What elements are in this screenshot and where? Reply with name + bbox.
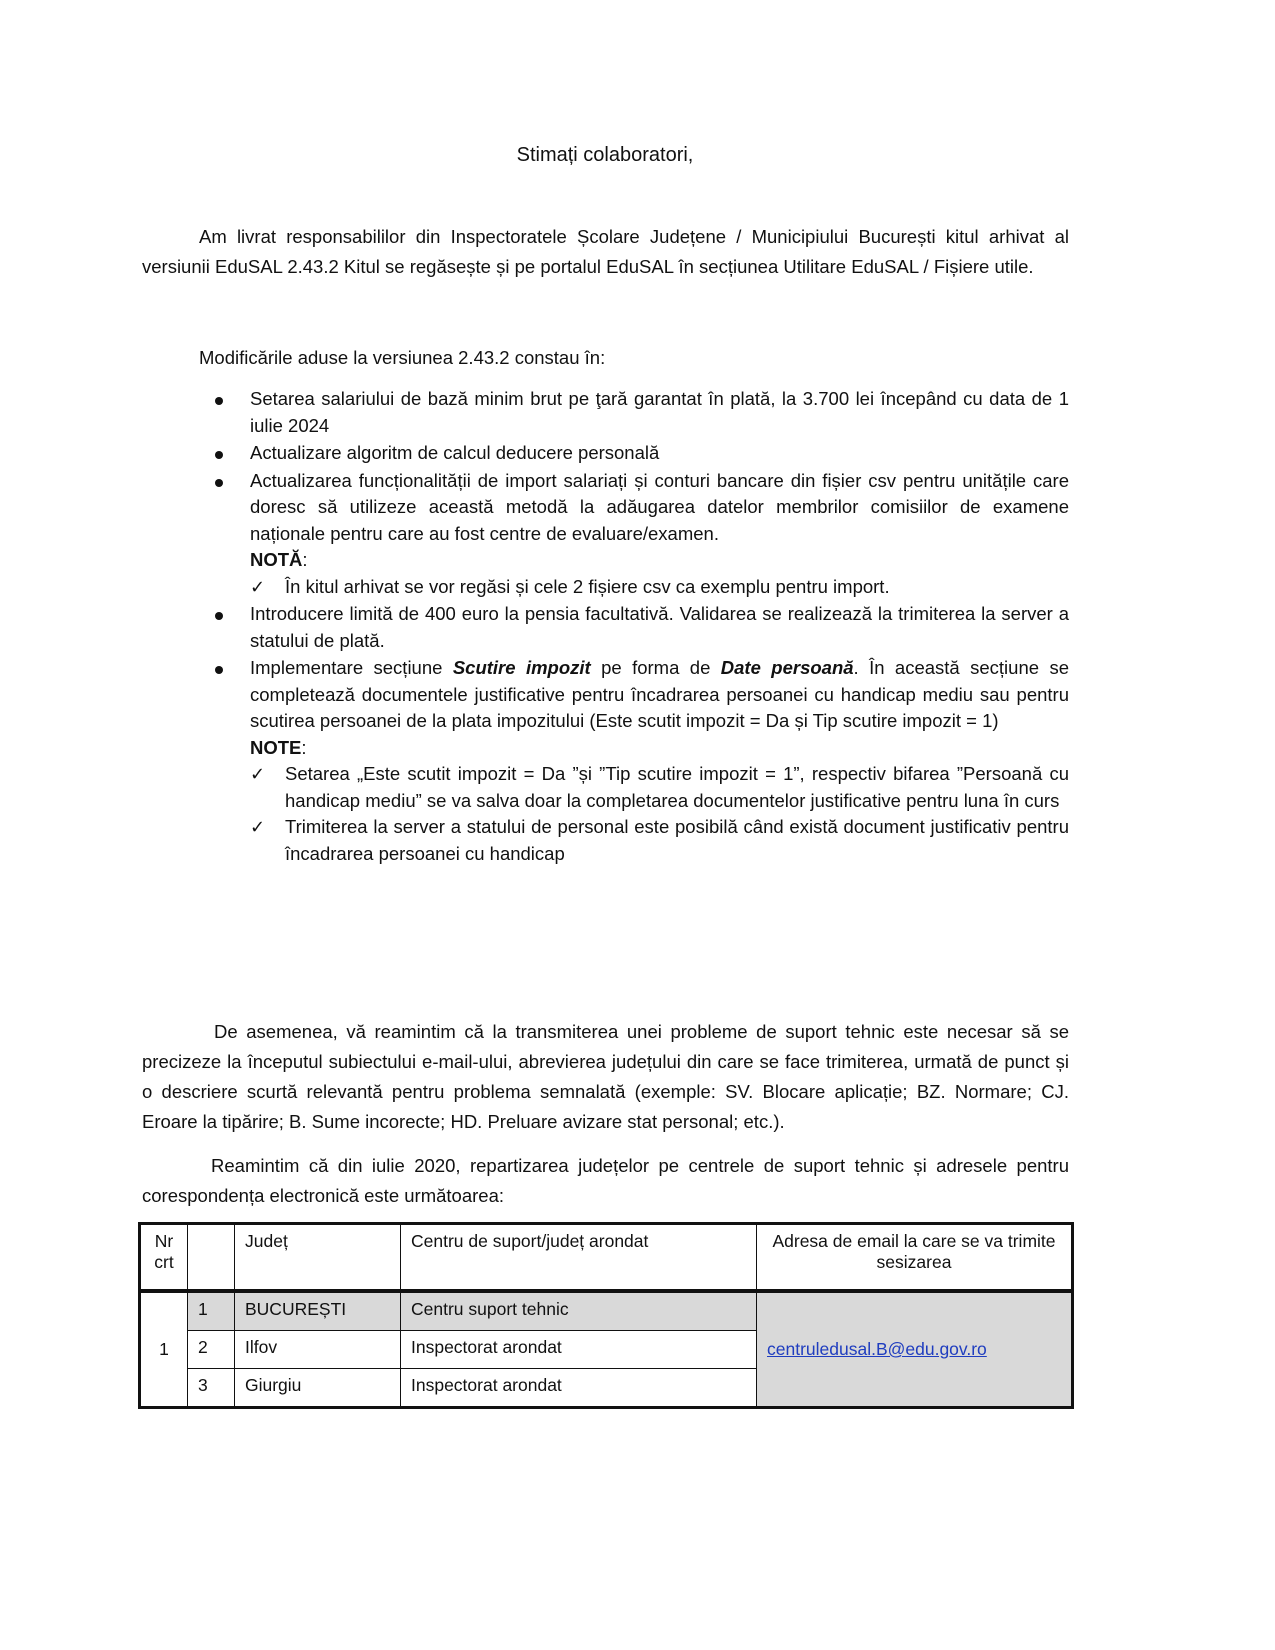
note-item: [214, 814, 1069, 867]
header-index: [188, 1224, 235, 1292]
row-index: 1: [188, 1291, 235, 1331]
email-cell: [757, 1291, 1073, 1408]
note-text: Setarea „Este scutit impozit = Da ”și ”Tip scutire impozit = 1”, respectiv bifarea ”Persoană cu handicap mediu” se va salva doar la completarea documentelor justificative pentru luna în curs: [285, 763, 1069, 811]
note-label: NOTĂ: [250, 549, 303, 570]
text-segment: Implementare secțiune: [250, 657, 453, 678]
row-index: 2: [188, 1331, 235, 1369]
note-label: NOTE: [250, 736, 302, 758]
checkmark-icon: ✓: [250, 817, 266, 837]
row-index: 3: [188, 1369, 235, 1408]
support-paragraph: De asemenea, vă reamintim că la transmiterea unei probleme de suport tehnic este necesar să se precizeze la începutul subiectului e-mail-ului, abrevierea județului din care se face trimiterea, urmată de punct și o descriere scurtă relevantă pentru problema semnalată (exemple: SV. Blocare aplicație; BZ. Normare; CJ. Eroare la tipărire; B. Sume incorecte; HD. Preluare avizare stat personal; etc.).: [142, 1021, 1069, 1132]
header-email: Adresa de email la care se va trimite sesizarea: [757, 1224, 1073, 1292]
checkmark-icon: ✓: [250, 576, 266, 597]
greeting: Stimați colaboratori,: [516, 144, 694, 166]
change-text: Setarea salariului de bază minim brut pe ţară garantat în plată, la 3.700 lei începând cu data de 1 iulie 2024: [250, 388, 1069, 436]
note-colon: :: [301, 736, 307, 758]
note-colon: :: [302, 549, 308, 570]
group-nr: 1: [140, 1291, 188, 1408]
intro-paragraph: Am livrat responsabililor din Inspectoratele Școlare Județene / Municipiului București kitul arhivat al versiunii EduSAL 2.43.2 Kitul se regăsește și pe portalul EduSAL în secțiunea Utilitare EduSAL / Fișiere utile.: [142, 226, 1069, 277]
note-heading: [250, 547, 1069, 574]
list-item: [142, 440, 1069, 467]
list-item: [142, 468, 1069, 601]
note-item: [214, 761, 1069, 814]
header-nr-crt: Nr crt: [140, 1224, 188, 1292]
bullet-icon: [215, 612, 223, 620]
table-row: [140, 1291, 1073, 1331]
list-item: [142, 386, 1069, 439]
row-centru: Inspectorat arondat: [401, 1369, 757, 1408]
change-text: [250, 657, 1069, 731]
support-email-link[interactable]: centruledusal.B@edu.gov.ro: [767, 1339, 987, 1359]
support-centers-table: [138, 1222, 1074, 1409]
changes-list: [142, 386, 1069, 868]
bullet-icon: [215, 479, 223, 487]
section-name-scutire-impozit: Scutire impozit: [452, 657, 591, 678]
note-text: În kitul arhivat se vor regăsi și cele 2 fișiere csv ca exemplu pentru import.: [285, 575, 890, 597]
row-centru: Centru suport tehnic: [401, 1291, 757, 1331]
bullet-icon: [215, 451, 223, 459]
row-judet: Ilfov: [235, 1331, 401, 1369]
bullet-icon: [215, 397, 223, 405]
list-item: [142, 655, 1069, 867]
note-heading: [250, 735, 1069, 762]
note-item: [214, 574, 1069, 601]
change-text: Introducere limită de 400 euro la pensia facultativă. Validarea se realizează la trimiterea la server a statului de plată.: [250, 603, 1069, 651]
change-text: Actualizarea funcționalității de import salariați și conturi bancare din fișier csv pentru unitățile care doresc să utilizeze această metodă la adăugarea datelor membrilor comisiilor de examene naționale pentru care au fost centre de evaluare/examen.: [250, 469, 1069, 544]
header-centru: Centru de suport/județ arondat: [401, 1224, 757, 1292]
changes-heading: Modificările aduse la versiunea 2.43.2 constau în:: [199, 347, 606, 368]
text-segment: pe forma de: [590, 657, 721, 678]
row-judet: BUCUREȘTI: [235, 1291, 401, 1331]
note-text: Trimiterea la server a statului de personal este posibilă când există document justificativ pentru încadrarea persoanei cu handicap: [285, 816, 1069, 864]
row-judet: Giurgiu: [235, 1369, 401, 1408]
form-name-date-persoana: Date persoană: [720, 657, 854, 678]
header-judet: Județ: [235, 1224, 401, 1292]
bullet-icon: [215, 666, 223, 674]
checkmark-icon: ✓: [250, 764, 266, 784]
reminder-paragraph: Reamintim că din iulie 2020, repartizarea județelor pe centrele de suport tehnic și adresele pentru corespondența electronică este următoarea:: [142, 1155, 1069, 1206]
text-segment: . În această secțiune se completează documentele justificative pentru încadrarea persoanei cu handicap mediu sau pentru scutirea persoanei de la plata impozitului (Este scutit impozit = Da și Tip scutire impozit = 1): [250, 657, 1069, 731]
list-item: [142, 601, 1069, 654]
table-header-row: [140, 1224, 1073, 1292]
row-centru: Inspectorat arondat: [401, 1331, 757, 1369]
change-text: Actualizare algoritm de calcul deducere personală: [250, 442, 660, 463]
